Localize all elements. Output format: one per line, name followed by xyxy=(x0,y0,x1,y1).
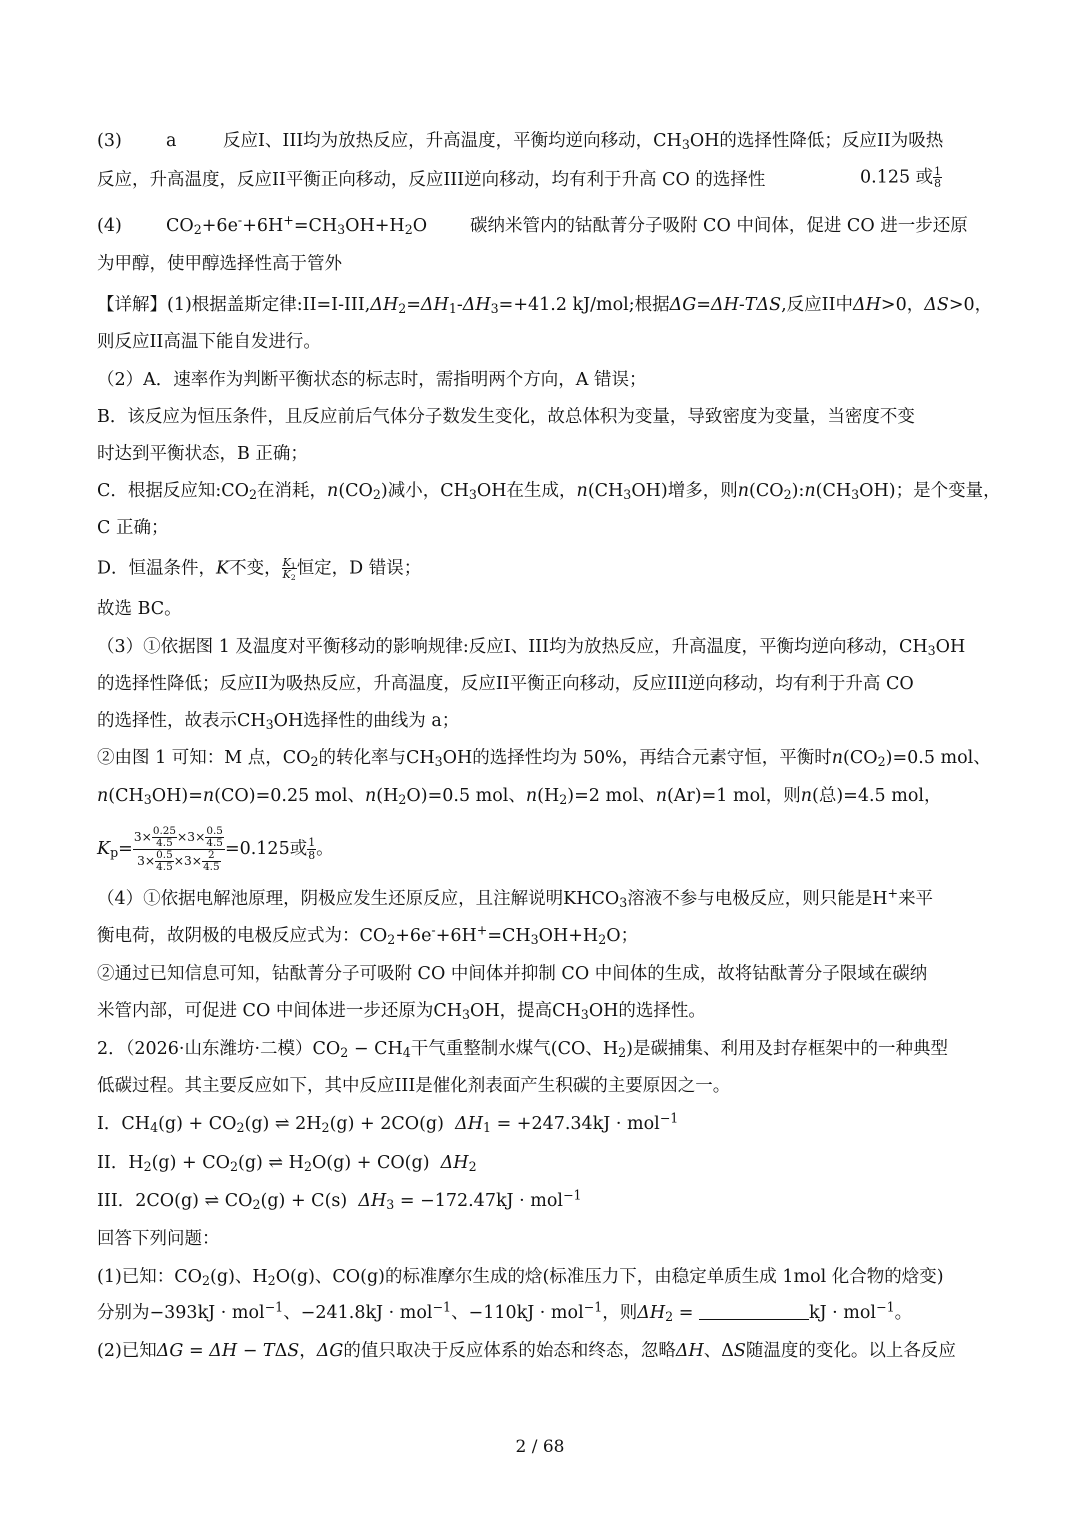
reaction-2: II．$H_2(g) + CO_2(g)$ ⇌ $H_2O(g) + CO(g)$ $\Delta H_2$ xyxy=(97,1153,477,1175)
reaction-1: I．$CH_4(g) + CO_2(g)$ ⇌ $2H_2(g) + 2CO(g) \Delta H_1 = +247.34kJ \cdot mol^{-1}$ xyxy=(97,1110,679,1136)
question-2-line-1: 2．（2026·山东潍坊·二模）$CO_2 - CH_4$干气重整制水煤气(CO、$H_2$)是碳捕集、利用及封存框架中的一种典型 xyxy=(97,1039,948,1061)
answer-4-equation: $CO_2+6e^-+6H^+=CH_3OH+H_2O$ xyxy=(166,212,428,238)
page-number: 2 / 68 xyxy=(515,1437,565,1457)
answer-3-line-1: 反应I、III均为放热反应，升高温度，平衡均逆向移动，$CH_3OH$的选择性降低；反应II为吸热 xyxy=(223,131,944,153)
detail-3-kp-formula: $K_p=$ 3× $\frac{0.25}{4.5}$ ×3× $\frac{0.5}{4.5}$ 3× $\frac{0.5}{4.5}$ ×3× $\frac{2}{4.5}$ =0.125或 $\frac{1}{8}$ 。 xyxy=(97,825,334,873)
answer-4-line-1: 碳纳米管内的钴酞菁分子吸附 CO 中间体，促进 CO 进一步还原 xyxy=(470,216,968,236)
detail-2-c-line-2: C 正确； xyxy=(97,518,169,538)
answer-3-number: (3) xyxy=(97,131,122,151)
reaction-3: III．2CO(g) ⇌ $CO_2(g) + C(s) \Delta H_3 = -172.47kJ \cdot mol^{-1}$ xyxy=(97,1187,582,1213)
detail-3-line-5: $n(CH_3OH)=n(CO)=0.25$ mol、$n(H_2O)=0.5$ mol、$n(H_2)=2$ mol、n(Ar)=1 mol，则n(总)=4.5 mol， xyxy=(97,786,942,808)
detail-4-line-1: （4）①依据电解池原理，阴极应发生还原反应，且注解说明$KHCO_3$溶液不参与电极反应，则只能是H+来平 xyxy=(97,885,934,911)
part-1-line-2: 分别为−393kJ · mol$^{-1}$、−241.8kJ · mol$^{-1}$、−110kJ · mol$^{-1}$，则$\Delta H_2$ = kJ · mol$^{-1}$。 xyxy=(97,1299,913,1325)
answer-prompt: 回答下列问题： xyxy=(97,1229,220,1249)
detail-4-line-3: ②通过已知信息可知，钴酞菁分子可吸附 CO 中间体并抑制 CO 中间体的生成，故将钴酞菁分子限域在碳纳 xyxy=(97,964,928,984)
detail-2-c-line-1: C．根据反应知$:CO_2$在消耗，$n(CO_2)$减小，$CH_3OH$在生成，$n(CH_3OH)$增多，则$n(CO_2):n(CH_3OH)$；是个变量， xyxy=(97,481,1001,503)
detail-3-line-2: 的选择性降低；反应II为吸热反应，升高温度，反应II平衡正向移动，反应III逆向移动，均有利于升高 CO xyxy=(97,674,914,694)
detail-3-line-4: ②由图 1 可知：M 点，$CO_2$的转化率与$CH_3OH$的选择性均为 50%，再结合元素守恒，平衡时$n(CO_2)=0.5$ mol、 xyxy=(97,748,991,770)
answer-3-line-2: 反应，升高温度，反应II平衡正向移动，反应III逆向移动，均有利于升高 CO 的选择性 xyxy=(97,170,766,190)
detail-3-line-3: 的选择性，故表示$CH_3OH$选择性的曲线为 a； xyxy=(97,711,460,733)
detail-4-line-4: 米管内部，可促进 CO 中间体进一步还原为$CH_3OH$，提高$CH_3OH$的选择性。 xyxy=(97,1001,706,1023)
answer-3-value: 0.125 或 $\frac{1}{8}$ xyxy=(860,165,942,191)
detail-4-line-2: 衡电荷，故阴极的电极反应式为：$CO_2+6e^-+6H^+=CH_3OH+H_2O$； xyxy=(97,922,639,948)
answer-4-line-2: 为甲醇，使甲醇选择性高于管外 xyxy=(97,254,342,274)
detail-2-selection: 故选 BC。 xyxy=(97,599,182,619)
answer-4-number: (4) xyxy=(97,216,122,236)
question-2-line-2: 低碳过程。其主要反应如下，其中反应III是催化剂表面产生积碳的主要原因之一。 xyxy=(97,1076,731,1096)
detail-1-line-2: 则反应II高温下能自发进行。 xyxy=(97,332,321,352)
detail-3-line-1: （3）①依据图 1 及温度对平衡移动的影响规律:反应I、III均为放热反应，升高温度，平衡均逆向移动，$CH_3OH$ xyxy=(97,637,966,659)
part-2-line-1: (2)已知ΔG = ΔH − TΔS，ΔG的值只取决于反应体系的始态和终态，忽略ΔH、ΔS随温度的变化。以上各反应 xyxy=(97,1341,956,1361)
detail-2-b-line-2: 时达到平衡状态，B 正确； xyxy=(97,444,308,464)
detail-1-line-1: 【详解】(1)根据盖斯定律$:II=I-III,\Delta H_2=\Delta H_1-\Delta H_3=+41.2$ kJ/mol;根据ΔG=ΔH-TΔS,反应II中ΔH>0，ΔS>0， xyxy=(97,295,993,317)
detail-2-a: （2）A．速率作为判断平衡状态的标志时，需指明两个方向，A 错误； xyxy=(97,370,647,390)
answer-blank[interactable] xyxy=(699,1318,809,1320)
part-1-line-1: (1)已知：$CO_2(g)$、$H_2O(g)$、CO(g)的标准摩尔生成的焓(标准压力下，由稳定单质生成 1mol 化合物的焓变) xyxy=(97,1267,944,1289)
detail-2-d: D．恒温条件，K不变， $\frac{K_1}{K_2}$ 恒定，D 错误； xyxy=(97,556,422,583)
detail-2-b-line-1: B．该反应为恒压条件，且反应前后气体分子数发生变化，故总体积为变量，导致密度为变量，当密度不变 xyxy=(97,407,915,427)
answer-3-option: a xyxy=(166,131,177,151)
